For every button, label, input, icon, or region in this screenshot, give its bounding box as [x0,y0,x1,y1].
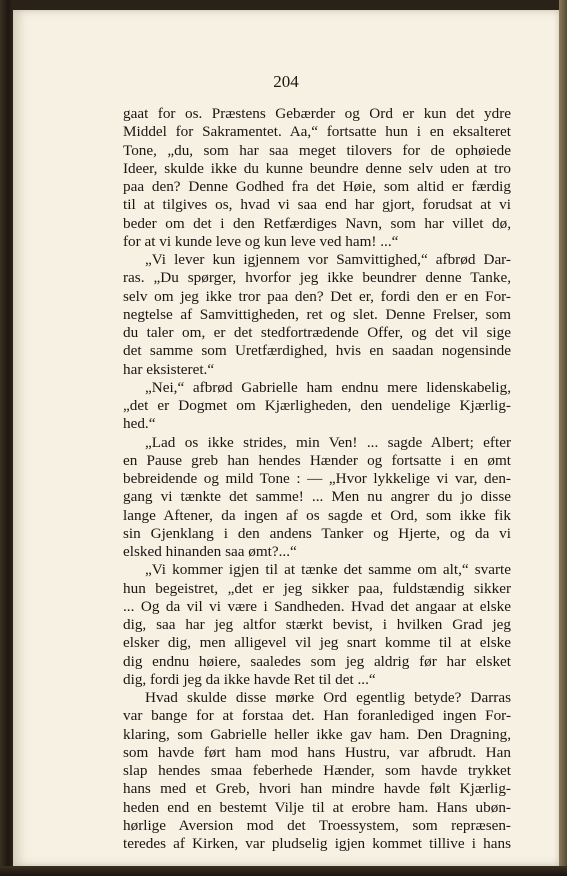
text-line: „det er Dogmet om Kjærligheden, den uendelige Kjærlig- [123,397,511,414]
text-line: „Nei,“ afbrød Gabrielle ham endnu mere lidenskabelig, [145,378,511,396]
text-line: „Vi lever kun igjennem vor Samvittighed,“ afbrød Dar- [145,251,511,268]
text-line: sin Gjenklang i den andens Tanker og Hjerte, og da vi [123,524,511,542]
text-line: elsked hinanden saa ømt?...“ [123,543,297,560]
text-line: lange Aftener, da ingen af os sagde et Ord, som ikke fik [123,506,511,524]
text-line: „Lad os ikke strides, min Ven! ... sagde Albert; efter [145,433,511,451]
text-line: paa den? Denne Godhed fra det Høie, som altid er færdig [123,178,511,195]
book-edge-right [559,0,567,876]
text-line: teredes af Kirken, var pludselig igjen kommet tillive i hans [123,835,511,852]
text-line: bebreidende og mild Tone : — „Hvor lykkelige vi var, den- [123,470,511,487]
book-edge-bottom [0,866,567,876]
text-line: Middel for Sakramentet. Aa,“ fortsatte hun i en eksalteret [123,123,511,141]
text-line: ... Og da vil vi være i Sandheden. Hvad det angaar at elske [123,597,511,615]
text-line: Hvad skulde disse mørke Ord egentlig betyde? Darras [145,689,511,706]
text-line: en Pause greb han hendes Hænder og fortsatte i en ømt [123,451,511,469]
page-paper [13,10,559,866]
text-line: negtelse af Samvittigheden, ret og slet. Denne Frelser, som [123,305,511,323]
text-line: gang vi tænkte det samme! ... Men nu angrer du jo disse [123,488,511,506]
text-line: Ideer, skulde ikke du kunne beundre denne selv uden at tro [123,159,511,177]
text-line: Tone, „du, som har saa meget tilovers for de ophøiede [123,141,511,159]
text-line: til at tilgives os, hvad vi saa end har gjort, forudsat at vi [123,196,511,214]
text-line: hans med et Greb, hvori han mindre havde følt Kjærlig- [123,780,511,798]
text-line: beder om det i den Retfærdiges Navn, som har villet dø, [123,214,511,232]
text-line: det samme som Uretfærdighed, hvis en saadan nogensinde [123,342,511,360]
text-line: selv om jeg ikke tror paa den? Det er, fordi den er en For- [123,287,511,305]
text-line: heden end en bestemt Vilje til at erobre ham. Hans ubøn- [123,798,511,816]
text-line: som havde ført ham mod hans Hustru, var afbrudt. Han [123,743,511,761]
text-line: ras. „Du spørger, hvorfor jeg ikke beundrer denne Tanke, [123,269,511,287]
text-line: dig, saa har jeg altfor stærkt bevist, i hvilken Grad jeg [123,616,511,633]
body-text [123,105,511,853]
text-line: var bange for at forstaa det. Han foranlediged ingen For- [123,707,511,725]
text-line: hørlige Aversion mod det Troessystem, som repræsen- [123,816,511,834]
text-line: elsker dig, men alligevel vil jeg snart komme til at elske [123,634,511,652]
text-line: slap hendes smaa feberhede Hænder, som havde trykket [123,762,511,779]
text-line: hed.“ [123,415,156,433]
text-line: klaring, som Gabrielle heller ikke gav ham. Den Dragning, [123,725,511,743]
text-line: hun begeistret, „det er jeg sikker paa, fuldstændig sikker [123,579,511,597]
text-line: dig endnu høiere, saaledes som jeg aldrig før har elsket [123,652,511,670]
text-line: for at vi kunde leve og kun leve ved ham! ...“ [123,232,399,250]
text-line: dig, fordi jeg da ikke havde Ret til det ...“ [123,670,376,688]
text-line: du taler om, er det stedfortrædende Offer, og det vil sige [123,324,511,341]
page-number: 204 [273,72,299,91]
text-line: „Vi kommer igjen til at tænke det samme om alt,“ svarte [145,561,511,579]
text-line: har eksisteret.“ [123,360,215,378]
text-line: gaat for os. Præstens Gebærder og Ord er kun det ydre [123,105,511,122]
